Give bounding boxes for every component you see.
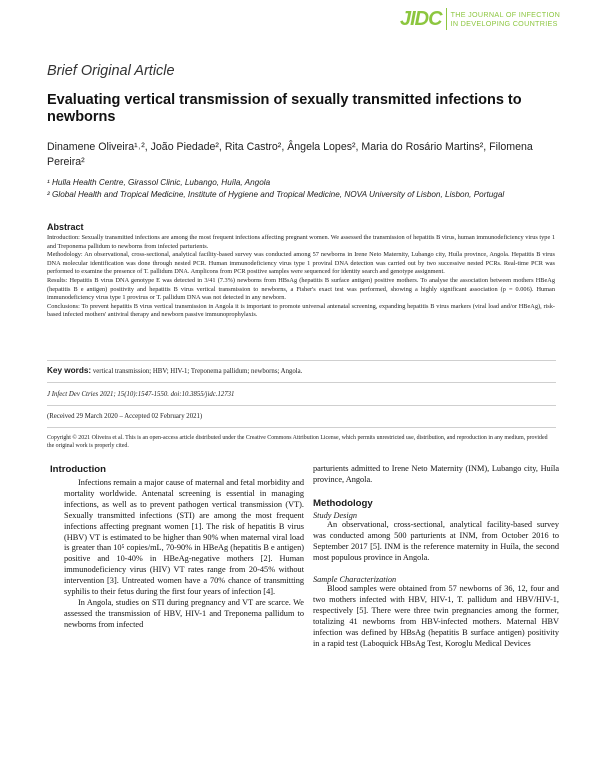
study-design-heading: Study Design	[313, 510, 358, 520]
keywords-value: vertical transmission; HBV; HIV-1; Treponema pallidum; newborns; Angola.	[92, 368, 303, 375]
sample-characterization-paragraph: Blood samples were obtained from 57 newborns of 36, 12, four and two mothers infected with HBV, HIV-1, T. pallidum and HBV/HIV-1, respectively [5]. There were three twin pregnancies among the former, totalizing 41 newborns from HBV-infected mothers. Maternal HBV infection was defined by HBsAg (hepatitis B surface antigen) positivity in a rapid test (Laboquick HBsAg Test, Koroglu Medical Devices	[313, 584, 559, 648]
study-design-paragraph: An observational, cross-sectional, analytical facility-based survey was conducted among 500 parturients at INM, from October 2016 to September 2017 [5]. INM is the reference maternity in Huíla, the second most populous province in Angola.	[313, 519, 559, 562]
left-column	[50, 464, 304, 631]
abstract-divider	[47, 360, 556, 361]
article-type-label: Brief Original Article	[47, 63, 175, 79]
sample-characterization-text	[313, 584, 559, 649]
introduction-paragraph-1: Infections remain a major cause of maternal and fetal morbidity and mortality worldwide. Antenatal screening is essential in managing infections, as well as to prevent pathogen vertical transmission (VT). Sexually transmitted infections (STI) are among the most frequent infections affecting pregnant women [1]. The risk of hepatitis B virus (HBV) VT is estimated to be higher than 90% when maternal viral load is greater than 10⁵ copies/mL, 70-90% in HBeAg (hepatitis B e antigen) positive and 10-40% in HBeAg-negative mothers [2]. Human immunodeficiency virus (HIV) VT rates range from 20-45% without intervention [3]. Untreated women have a 70% chance of transmitting syphilis to their fetus during the first four years of infection [4].	[64, 478, 304, 597]
methodology-heading: Methodology	[313, 497, 373, 509]
journal-name-line1: THE JOURNAL OF INFECTION	[450, 10, 561, 19]
journal-logo-mark: JIDC	[400, 7, 442, 30]
logo-divider	[446, 8, 447, 30]
citation-divider	[47, 405, 556, 406]
affiliation-1: ¹ Hulla Health Centre, Girassol Clinic, Lubango, Huíla, Angola	[47, 178, 271, 187]
introduction-continued	[313, 464, 559, 486]
introduction-paragraph-2-cont: parturients admitted to Irene Neto Maternity (INM), Lubango city, Huíla province, Angola.	[313, 464, 559, 484]
abstract-heading: Abstract	[47, 222, 84, 232]
abstract-methodology: Methodology: An observational, cross-sectional, analytical facility-based survey was conducted among 57 newborns in Irene Neto Maternity, Lubango city, Huíla province, Angola. Hepatitis B virus DNA molecular identification was done through nested PCR. Human immunodeficiency virus type 1 proviral DNA detection was carried out by two successive nested PCRs. Real-time PCR was performed to examine the presence of T. pallidum DNA. Amplicons from PCR positive samples were sequenced for identity search and genotype assignment.	[47, 251, 555, 276]
keywords-label: Key words:	[47, 366, 92, 375]
introduction-heading: Introduction	[50, 464, 106, 475]
journal-name	[451, 10, 561, 28]
introduction-paragraph-2: In Angola, studies on STI during pregnancy and VT are scarce. We assessed the transmission of HBV, HIV-1 and Treponema pallidum to newborns from infected	[64, 597, 304, 629]
study-design-text	[313, 520, 559, 564]
received-divider	[47, 427, 556, 428]
introduction-text	[64, 478, 304, 631]
citation: J Infect Dev Ctries 2021; 15(10):1547-1550. doi:10.3855/jidc.12731	[47, 391, 235, 398]
affiliations	[47, 177, 547, 201]
affiliation-2: ² Global Health and Tropical Medicine, Institute of Hygiene and Tropical Medicine, NOVA University of Lisbon, Lisbon, Portugal	[47, 190, 505, 199]
author-list: Dinamene Oliveira¹˒², João Piedade², Rita Castro², Ângela Lopes², Maria do Rosário Martins², Filomena Pereira²	[47, 141, 533, 168]
keywords	[47, 366, 555, 375]
right-column	[313, 464, 559, 650]
journal-logo	[400, 6, 580, 32]
received-dates: (Received 29 March 2020 – Accepted 02 February 2021)	[47, 413, 203, 420]
abstract-results: Results: Hepatitis B virus DNA genotype E was detected in 3/41 (7.3%) newborns from HBsAg (hepatitis B surface antigen) positive mothers. To analyse the association between mothers HBeAg (hepatitis B e antigen) positivity and hepatitis B virus vertical transmission to newborns, a Fisher's exact test was performed, showing a highly significant association (p = 0.006). Human immunodeficiency virus type 1 provirus or T. pallidum DNA was not detected in any newborn.	[47, 276, 555, 302]
copyright-notice: Copyright © 2021 Oliveira et al. This is an open-access article distributed under the Creative Commons Attribution License, which permits unrestricted use, distribution, and reproduction in any medium, provided the original work is properly cited.	[47, 435, 548, 450]
abstract-introduction: Introduction: Sexually transmitted infections are among the most frequent infections affecting pregnant women. We assessed the transmission of hepatitis B virus, human immunodeficiency virus type 1 and Treponema pallidum to newborns from infected parturients.	[47, 234, 555, 250]
journal-name-line2: IN DEVELOPING COUNTRIES	[450, 19, 558, 28]
abstract-body	[47, 234, 555, 320]
abstract-conclusions: Conclusions: To prevent hepatitis B virus vertical transmission in Angola it is important to promote universal antenatal screening, expanding hepatitis B virus markers (viral load and/or HBeAg), risk-based infected mothers' antiviral therapy and newborn passive immunoprophylaxis.	[47, 302, 555, 319]
article-title: Evaluating vertical transmission of sexually transmitted infections to newborns	[47, 92, 522, 125]
sample-characterization-heading: Sample Characterization	[313, 575, 397, 585]
keywords-divider	[47, 382, 556, 383]
